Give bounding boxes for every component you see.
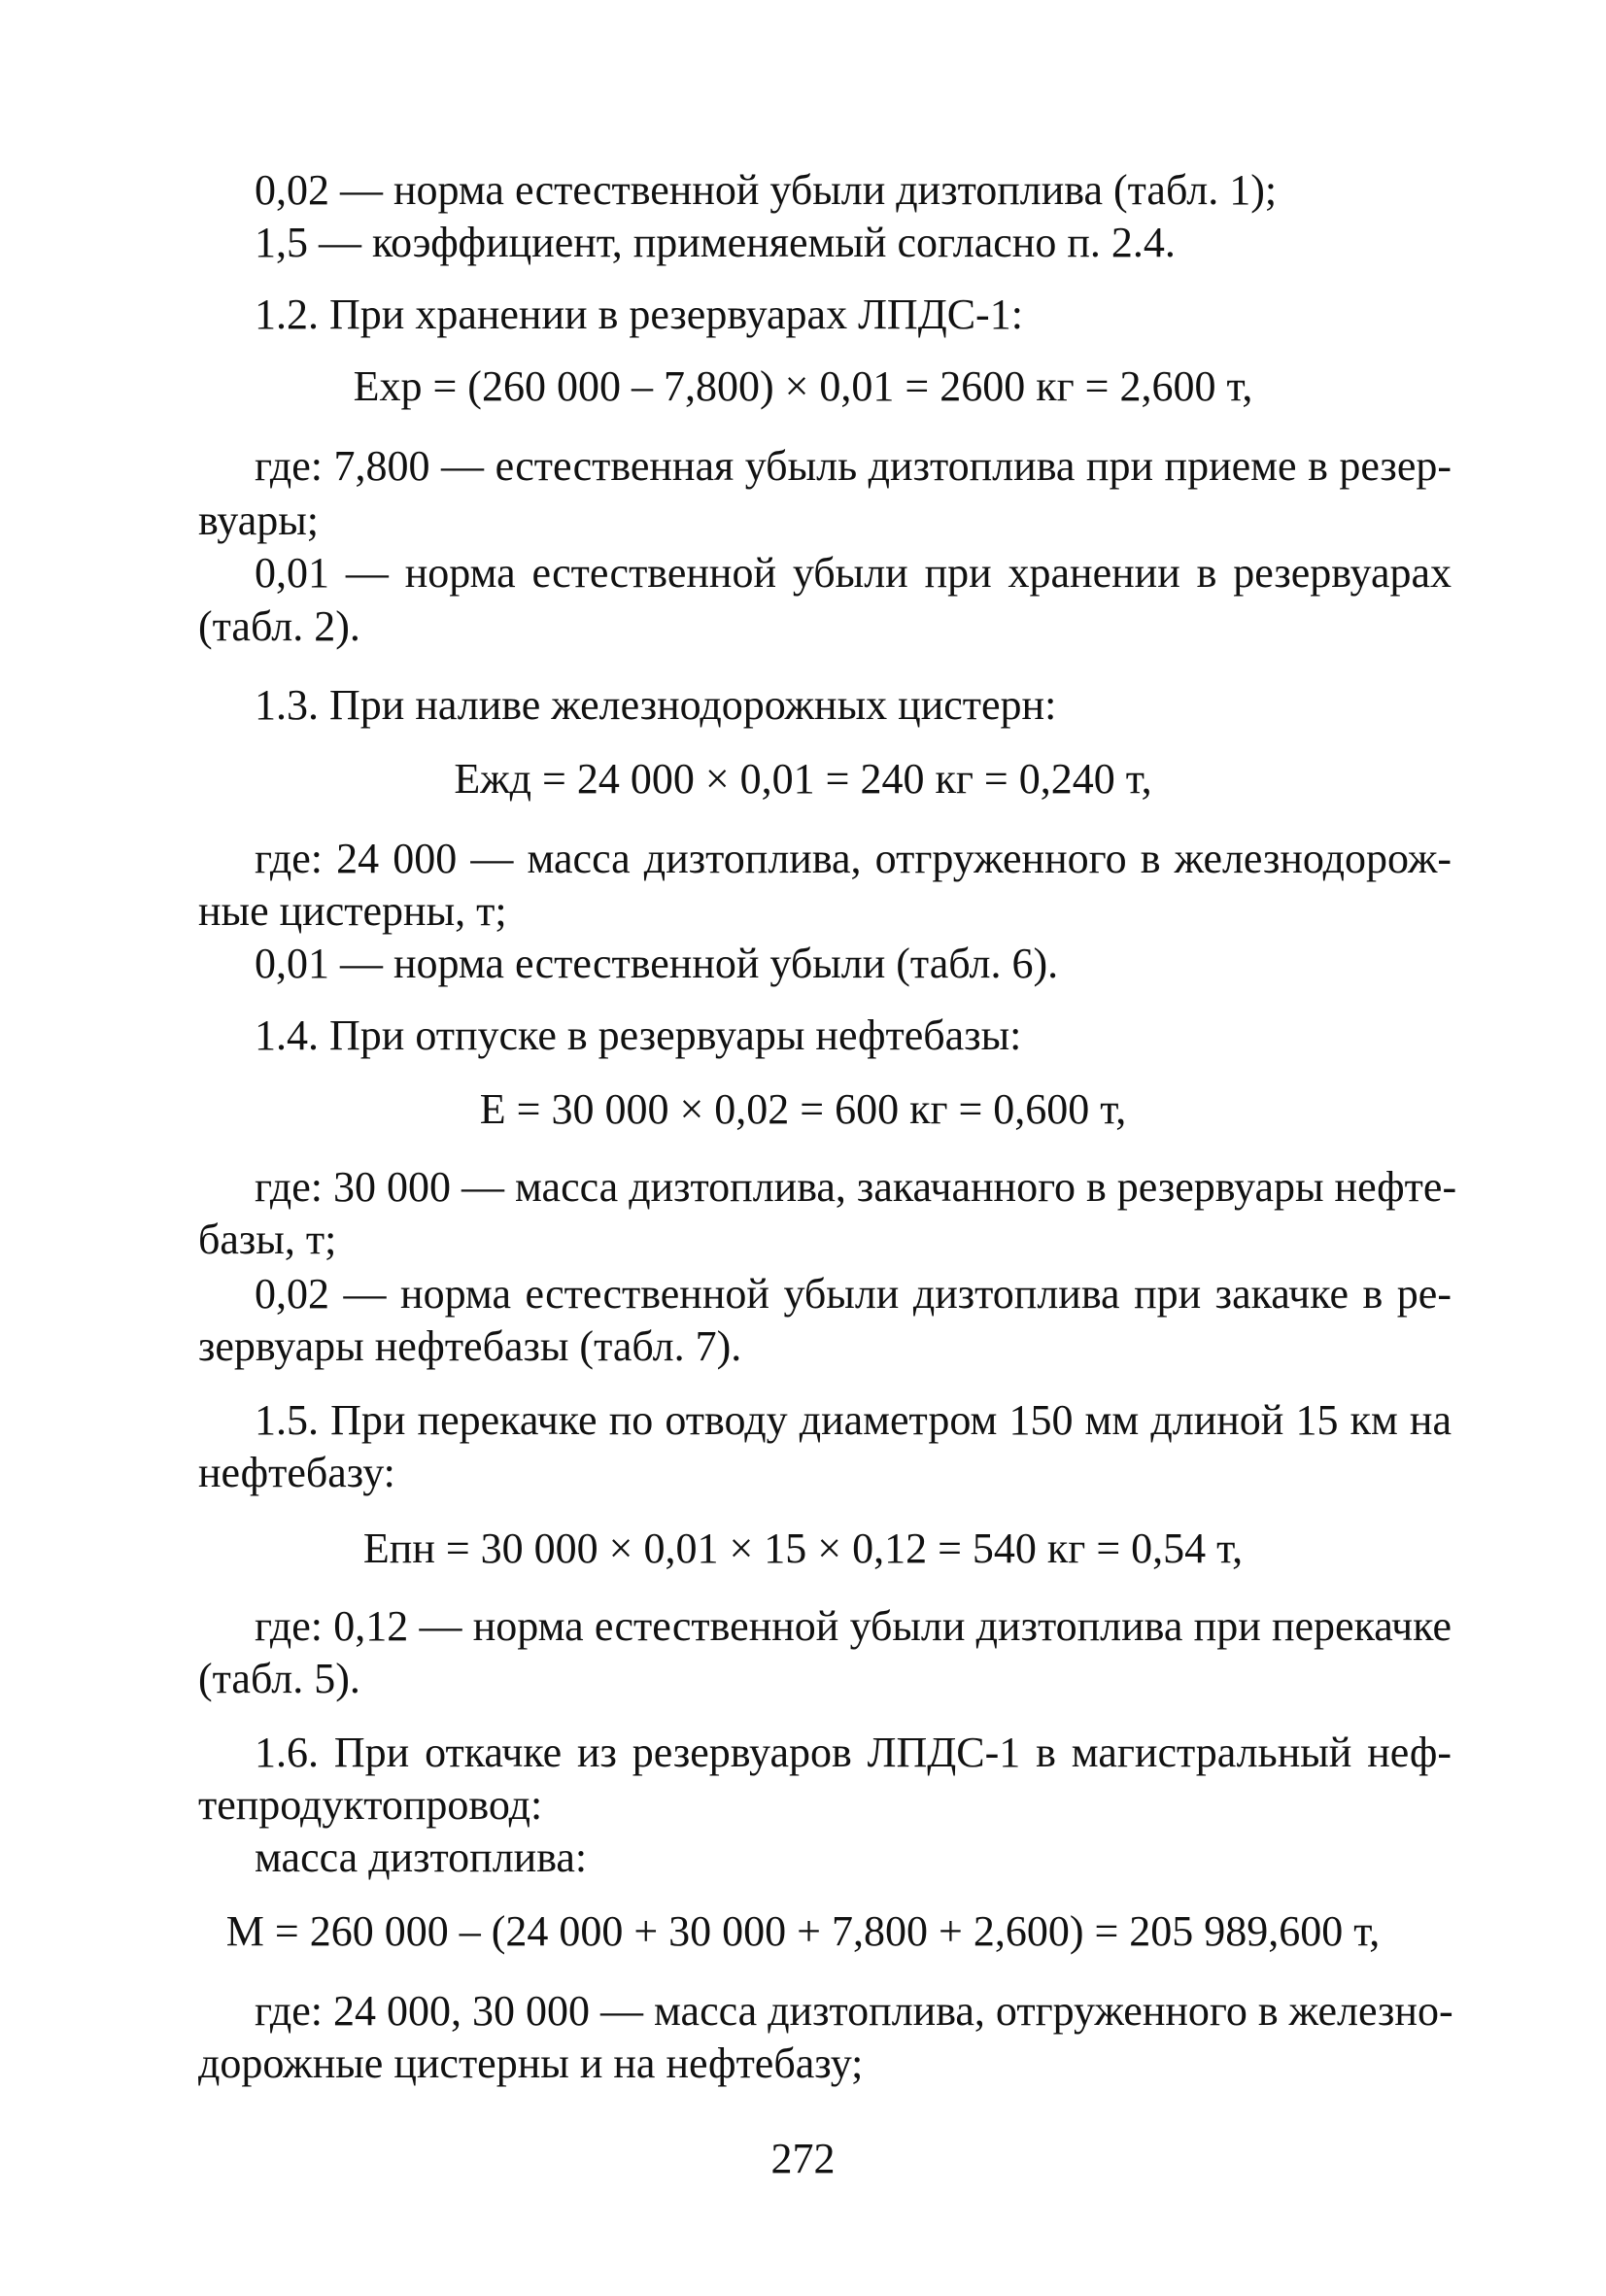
text-line: зервуары нефтебазы (табл. 7). xyxy=(198,1322,742,1370)
text-line: где: 30 000 — масса дизтоплива, закачанного в резервуары нефте- xyxy=(255,1163,1457,1211)
formula: Ежд = 24 000 × 0,01 = 240 кг = 0,240 т, xyxy=(454,755,1152,803)
text-line: 1,5 — коэффициент, применяемый согласно п. 2.4. xyxy=(255,219,1176,266)
section-heading: 1.3. При наливе железнодорожных цистерн: xyxy=(255,681,1057,729)
text-line: где: 24 000, 30 000 — масса дизтоплива, отгруженного в железно- xyxy=(255,1987,1453,2035)
text-line: нефтебазу: xyxy=(198,1449,395,1496)
formula: Exp = (260 000 – 7,800) × 0,01 = 2600 кг = 2,600 т, xyxy=(353,362,1253,410)
text-line: тепродуктопровод: xyxy=(198,1781,543,1829)
section-heading: 1.4. При отпуске в резервуары нефтебазы: xyxy=(255,1011,1022,1059)
text-line: вуары; xyxy=(198,497,320,544)
formula: М = 260 000 – (24 000 + 30 000 + 7,800 + 2,600) = 205 989,600 т, xyxy=(225,1907,1381,1955)
text-line: где: 0,12 — норма естественной убыли дизтоплива при перекачке xyxy=(255,1602,1452,1650)
text-line: (табл. 5). xyxy=(198,1655,360,1702)
text-line: 0,01 — норма естественной убыли (табл. 6). xyxy=(255,940,1059,987)
section-heading: 1.5. При перекачке по отводу диаметром 150 мм длиной 15 км на xyxy=(255,1396,1452,1444)
section-heading: 1.2. При хранении в резервуарах ЛПДС-1: xyxy=(255,291,1023,338)
text-line: 0,01 — норма естественной убыли при хранении в резервуарах xyxy=(255,549,1452,597)
page-number: 272 xyxy=(770,2135,836,2182)
text-line: дорожные цистерны и на нефтебазу; xyxy=(198,2039,864,2087)
text-line: масса дизтоплива: xyxy=(255,1833,588,1881)
text-line: ные цистерны, т; xyxy=(198,887,507,935)
text-line: (табл. 2). xyxy=(198,602,360,650)
section-heading: 1.6. При откачке из резервуаров ЛПДС-1 в магистральный неф- xyxy=(255,1729,1452,1776)
formula: Епн = 30 000 × 0,01 × 15 × 0,12 = 540 кг = 0,54 т, xyxy=(362,1525,1244,1572)
text-line: 0,02 — норма естественной убыли дизтоплива при закачке в ре- xyxy=(255,1270,1452,1318)
formula: Е = 30 000 × 0,02 = 600 кг = 0,600 т, xyxy=(479,1085,1127,1133)
text-line: где: 24 000 — масса дизтоплива, отгруженного в железнодорож- xyxy=(255,835,1452,882)
text-line: 0,02 — норма естественной убыли дизтоплива (табл. 1); xyxy=(255,166,1278,214)
text-line: базы, т; xyxy=(198,1216,337,1263)
text-line: где: 7,800 — естественная убыль дизтоплива при приеме в резер- xyxy=(255,442,1452,490)
